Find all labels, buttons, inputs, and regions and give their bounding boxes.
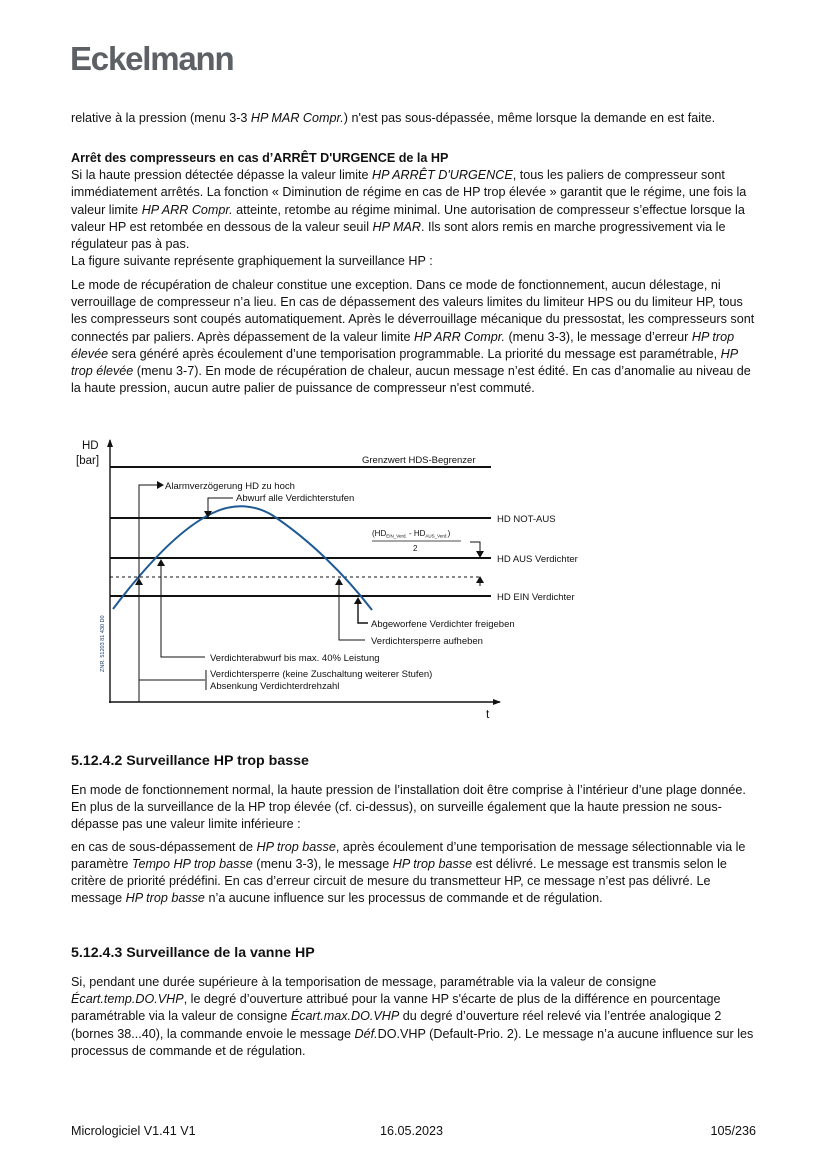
param-ecart-max: Écart.max.DO.VHP — [290, 1009, 400, 1024]
msg-hp-trop-basse: HP trop basse — [125, 891, 205, 906]
text: sera généré après écoulement d’une temporisation programmable. La priorité du message est paramétrable, — [108, 346, 721, 361]
heading-hp-valve: 5.12.4.3 Surveillance de la vanne HP — [71, 945, 315, 961]
label-shed-40: Verdichterabwurf bis max. 40% Leistung — [210, 653, 380, 664]
param-hp-mar-compr: HP MAR Compr. — [250, 111, 344, 125]
text: Si, pendant une durée supérieure à la temporisation de message, paramétrable via la valeur de consigne — [71, 975, 657, 989]
param-hp-arret-urgence: HP ARRÊT D'URGENCE — [372, 168, 513, 183]
footer-date: 16.05.2023 — [380, 1124, 444, 1138]
msg-hp-trop-basse: HP trop basse — [256, 839, 336, 854]
shed-40-pointer — [161, 561, 205, 657]
figure-intro: La figure suivante représente graphiquement la surveillance HP : — [71, 254, 433, 269]
text: Le mode de récupération de chaleur constitue une exception. Dans ce mode de fonctionnement, aucun délestage, ni verrouillage de compresseur n’a lieu. En cas de dépassement des valeurs limites du limiteur HPS ou du limiteur HP, tous les compresseurs sont coupés automatiquement. Après le déverrouillage mécanique du pressostat, les compresseurs sont connectés par paliers. Après dépassement de la valeur limite — [71, 278, 755, 344]
text: , le degré d’ouverture attribué pour la vanne HP s'écarte de plus de la différence en pourcentage paramétrable via la valeur de consigne — [71, 992, 721, 1024]
text: atteinte, retombe au régime minimal. Une autorisation de compresseur s’effectue lorsque la valeur HP est retombée en dessous de la valeur seuil — [71, 202, 745, 234]
drawing-id: ZNR. 51203 81 430 D0 — [100, 615, 106, 672]
msg-hp-trop-elevee: HP trop élevée — [71, 329, 735, 361]
text: n’a aucune influence sur les processus de commande et de régulation. — [204, 891, 603, 906]
text: en cas de sous-dépassement de — [71, 839, 257, 854]
text: est délivré. Le message est transmis selon le critère de priorité prédéfini. En cas d’erreur circuit de mesure du transmetteur HP, ce message n’est pas délivré. Le message — [71, 856, 727, 906]
text: (menu 3-7). En mode de récupération de chaleur, aucun message n’est édité. En cas d’anomalie au niveau de la haute pression, aucun autre palier de puissance de compresseur n'est commuté. — [71, 364, 751, 396]
label-unlock: Verdichtersperre aufheben — [371, 636, 483, 647]
text: (menu 3-3), le message d’erreur — [504, 329, 692, 344]
text: relative à la pression (menu 3-3 — [71, 111, 251, 125]
hp-low-section — [71, 782, 761, 907]
param-hp-arr-compr: HP ARR Compr. — [141, 202, 233, 217]
msg-hp-trop-basse: HP trop basse — [392, 856, 473, 871]
svg-text:(HDEIN_Verd. - HDAUS_Verd.): (HDEIN_Verd. - HDAUS_Verd.) — [372, 529, 451, 539]
label-hd-aus: HD AUS Verdichter — [497, 554, 578, 565]
footer-software-version: Micrologiciel V1.41 V1 — [71, 1124, 196, 1138]
label-speed-reduction: Absenkung Verdichterdrehzahl — [210, 681, 340, 692]
hp-valve-paragraph — [71, 974, 761, 1060]
param-ecart-temp: Écart.temp.DO.VHP — [71, 992, 184, 1007]
label-shed-all: Abwurf alle Verdichterstufen — [236, 493, 355, 504]
text: (menu 3-3), le message — [252, 856, 393, 871]
param-hp-mar: HP MAR — [372, 219, 422, 234]
param-hp-arr-compr: HP ARR Compr. — [414, 329, 505, 344]
label-alarm-delay: Alarmverzögerung HD zu hoch — [165, 481, 295, 492]
emergency-stop-title: Arrêt des compresseurs en cas d’ARRÊT D'URGENCE de la HP — [71, 151, 449, 165]
label-compressor-lock: Verdichtersperre (keine Zuschaltung weiterer Stufen) — [210, 669, 433, 680]
y-axis-label: HD — [82, 440, 99, 452]
label-hds-limit: Grenzwert HDS-Begrenzer — [362, 455, 476, 466]
unlock-pointer — [339, 580, 365, 640]
svg-text:2: 2 — [413, 544, 418, 553]
text: Si la haute pression détectée dépasse la valeur limite — [71, 168, 373, 183]
label-hd-not-aus: HD NOT-AUS — [497, 514, 556, 525]
param-tempo-hp-trop-basse: Tempo HP trop basse — [131, 856, 253, 871]
heading-hp-low: 5.12.4.2 Surveillance HP trop basse — [71, 753, 309, 769]
text: du degré d’ouverture réel relevé via l’entrée analogique 2 (bornes 38...40), la commande envoie le message — [71, 1009, 722, 1041]
y-axis-unit: [bar] — [76, 455, 100, 467]
label-hd-ein: HD EIN Verdichter — [497, 592, 575, 603]
eckelmann-logo: Eckelmann — [70, 40, 234, 77]
text: DO.VHP (Default-Prio. 2). Le message n’a aucune influence sur les processus de commande et de régulation. — [71, 1026, 754, 1058]
hp-low-paragraph-1: En mode de fonctionnement normal, la haute pression de l’installation doit être comprise à l’intérieur d’une plage donnée. En plus de la surveillance de la HP trop élevée (cf. ci-dessus), on surveille également que la haute pression ne sous-dépasse pas une valeur limite inférieure : — [71, 783, 746, 832]
text: , après écoulement d’une temporisation de message sélectionnable via le paramètre — [71, 839, 746, 871]
hysteresis-formula — [372, 529, 461, 553]
msg-def: Déf. — [354, 1026, 378, 1041]
msg-hp-trop-elevee: HP trop élevée — [71, 346, 738, 379]
hp-valve-section — [71, 974, 761, 1060]
label-release: Abgeworfene Verdichter freigeben — [371, 619, 515, 630]
x-axis-label: t — [486, 707, 490, 721]
text: ) n'est pas sous-dépassée, même lorsque la demande en est faite. — [343, 111, 716, 125]
hp-low-paragraph-2 — [71, 839, 761, 908]
text: . Ils sont alors remis en marche progressivement via le régulateur pas à pas. — [71, 219, 726, 252]
footer-page-number: 105/236 — [710, 1124, 756, 1138]
text: , tous les paliers de compresseur sont immédiatement arrêtés. La fonction « Diminution de régime en cas de HP trop élevée » garantit que le régime, une fois la valeur limite — [71, 168, 747, 217]
